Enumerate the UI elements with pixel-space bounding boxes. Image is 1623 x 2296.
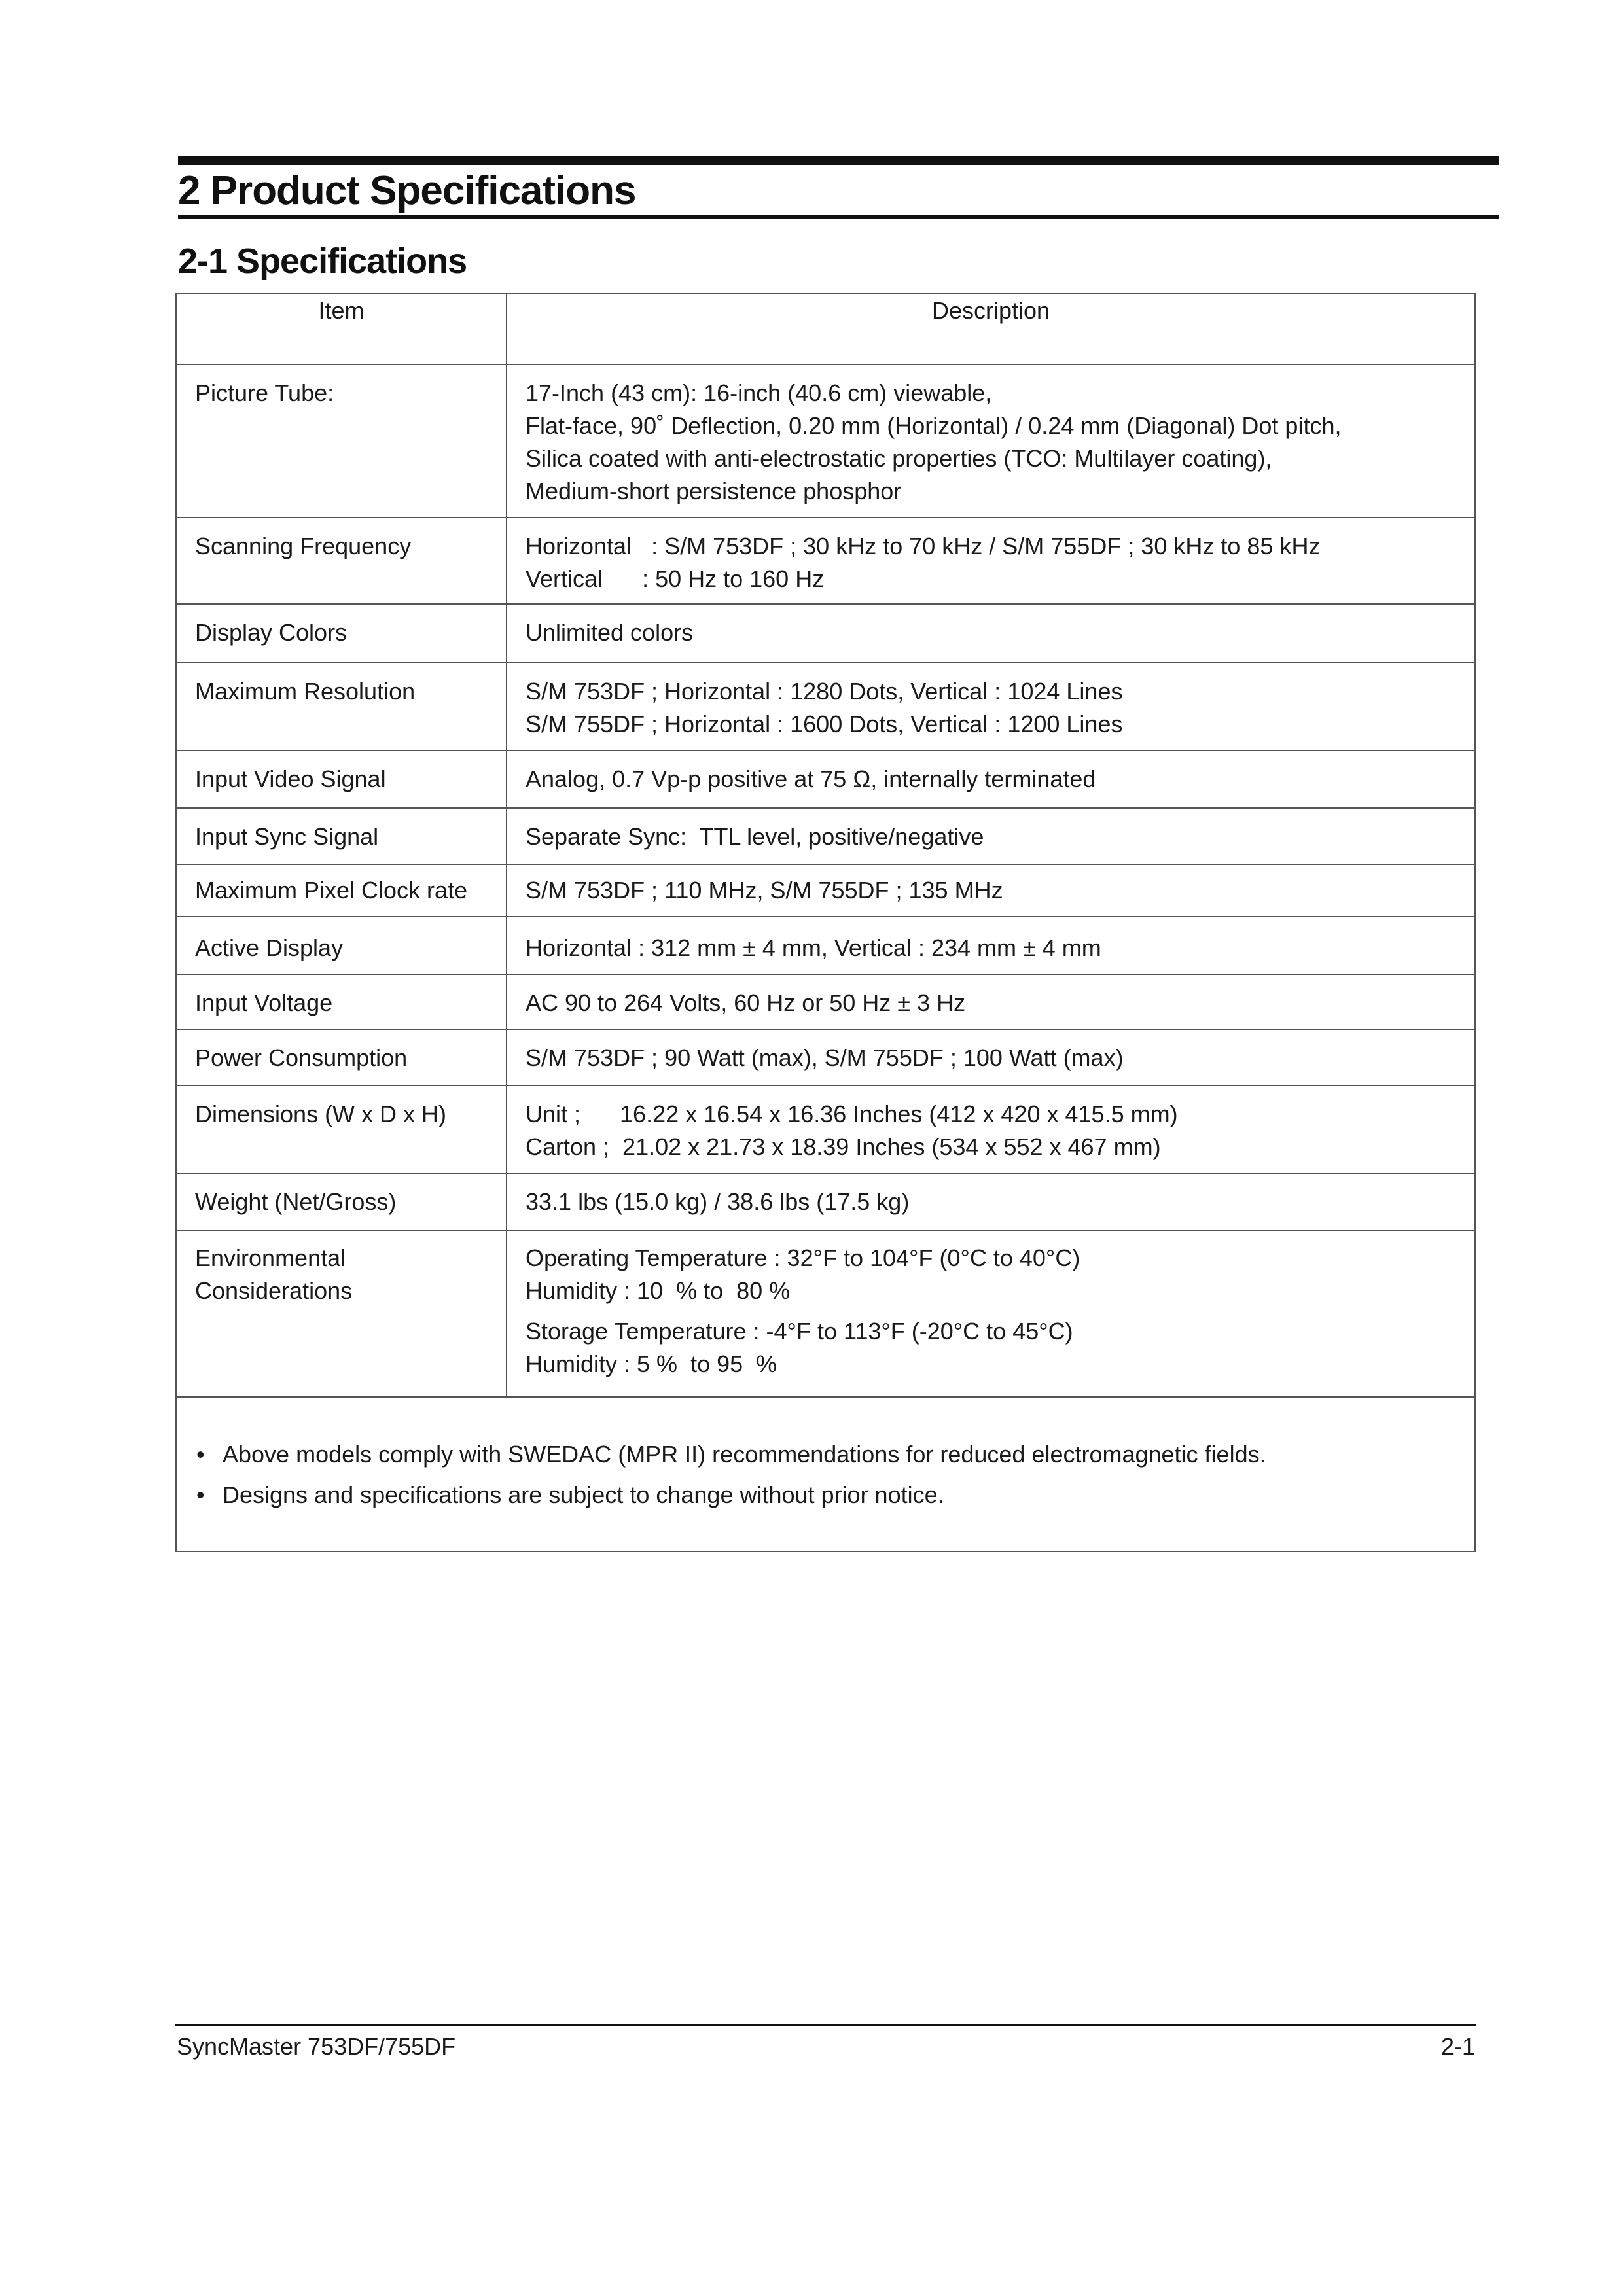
footer-page-number: 2-1 — [1440, 2033, 1475, 2060]
row-desc-line: 33.1 lbs (15.0 kg) / 38.6 lbs (17.5 kg) — [526, 1188, 910, 1215]
table-row — [176, 604, 1475, 663]
row-item: Maximum Resolution — [195, 678, 416, 705]
note-item — [196, 1475, 1455, 1515]
row-item: Environmental Considerations — [195, 1245, 353, 1304]
row-desc-line: Horizontal : S/M 753DF ; 30 kHz to 70 kHz / S/M 755DF ; 30 kHz to 85 kHz — [526, 533, 1321, 559]
row-desc-line: S/M 753DF ; Horizontal : 1280 Dots, Vertical : 1024 Lines — [526, 678, 1123, 705]
header-item: Item — [176, 294, 507, 364]
row-desc-line: Carton ; 21.02 x 21.73 x 18.39 Inches (534 x 552 x 467 mm) — [526, 1133, 1161, 1160]
table-header-row — [176, 294, 1475, 364]
chapter-top-rule — [178, 156, 1499, 165]
row-item: Picture Tube: — [195, 380, 334, 406]
row-desc-line: 17-Inch (43 cm): 16-inch (40.6 cm) viewable, — [526, 380, 992, 406]
chapter-title: 2 Product Specifications — [178, 168, 636, 213]
table-row — [176, 808, 1475, 864]
table-row — [176, 663, 1475, 751]
row-desc-line: Unlimited colors — [526, 619, 694, 646]
note-text: Above models comply with SWEDAC (MPR II) recommendations for reduced electromagnetic fields. — [223, 1441, 1266, 1468]
row-desc-line: Vertical : 50 Hz to 160 Hz — [526, 565, 825, 592]
note-text: Designs and specifications are subject to change without prior notice. — [223, 1481, 944, 1508]
row-item: Input Video Signal — [195, 766, 386, 792]
row-desc-line: Humidity : 10 % to 80 % — [526, 1277, 791, 1304]
row-desc-line: Separate Sync: TTL level, positive/negative — [526, 823, 984, 850]
footer-model: SyncMaster 753DF/755DF — [177, 2033, 456, 2060]
chapter-bottom-rule — [178, 215, 1499, 219]
row-item: Display Colors — [195, 619, 348, 646]
row-item: Active Display — [195, 934, 344, 961]
table-row — [176, 917, 1475, 974]
row-desc-line: AC 90 to 264 Volts, 60 Hz or 50 Hz ± 3 Hz — [526, 989, 966, 1016]
row-desc-line: Storage Temperature : -4°F to 113°F (-20°C to 45°C) — [526, 1318, 1073, 1345]
row-desc-line: Medium-short persistence phosphor — [526, 478, 902, 504]
notes-row — [176, 1397, 1475, 1551]
row-item: Power Consumption — [195, 1044, 408, 1071]
table-row — [176, 974, 1475, 1029]
header-description: Description — [507, 294, 1475, 364]
row-desc-line: Operating Temperature : 32°F to 104°F (0°C to 40°C) — [526, 1245, 1080, 1271]
table-row — [176, 1086, 1475, 1173]
table-row — [176, 1173, 1475, 1231]
table-row — [176, 864, 1475, 917]
row-desc-line: Horizontal : 312 mm ± 4 mm, Vertical : 234 mm ± 4 mm — [526, 934, 1101, 961]
specifications-table — [175, 293, 1476, 1552]
row-item: Maximum Pixel Clock rate — [195, 877, 468, 904]
row-desc-line: S/M 753DF ; 110 MHz, S/M 755DF ; 135 MHz — [526, 877, 1003, 904]
row-desc-line: Flat-face, 90˚ Deflection, 0.20 mm (Horizontal) / 0.24 mm (Diagonal) Dot pitch, — [526, 412, 1342, 439]
bullet-icon: • — [196, 1441, 205, 1468]
table-row — [176, 364, 1475, 518]
row-item: Weight (Net/Gross) — [195, 1188, 397, 1215]
row-desc-line: S/M 755DF ; Horizontal : 1600 Dots, Vertical : 1200 Lines — [526, 711, 1123, 737]
table-row — [176, 751, 1475, 808]
section-title: 2-1 Specifications — [178, 241, 467, 281]
table-row — [176, 1029, 1475, 1086]
footer-rule — [175, 2024, 1476, 2026]
bullet-icon: • — [196, 1481, 205, 1508]
row-desc-line: Humidity : 5 % to 95 % — [526, 1351, 777, 1377]
row-item: Scanning Frequency — [195, 533, 412, 559]
row-item: Dimensions (W x D x H) — [195, 1101, 447, 1127]
row-desc-line: Analog, 0.7 Vp-p positive at 75 Ω, internally terminated — [526, 766, 1096, 792]
table-row — [176, 1231, 1475, 1397]
note-item — [196, 1434, 1455, 1475]
row-item: Input Sync Signal — [195, 823, 379, 850]
row-desc-line: Unit ; 16.22 x 16.54 x 16.36 Inches (412 x 420 x 415.5 mm) — [526, 1101, 1178, 1127]
row-desc-line: Silica coated with anti-electrostatic properties (TCO: Multilayer coating), — [526, 445, 1272, 472]
row-desc-line: S/M 753DF ; 90 Watt (max), S/M 755DF ; 100 Watt (max) — [526, 1044, 1124, 1071]
row-item: Input Voltage — [195, 989, 333, 1016]
table-row — [176, 518, 1475, 604]
